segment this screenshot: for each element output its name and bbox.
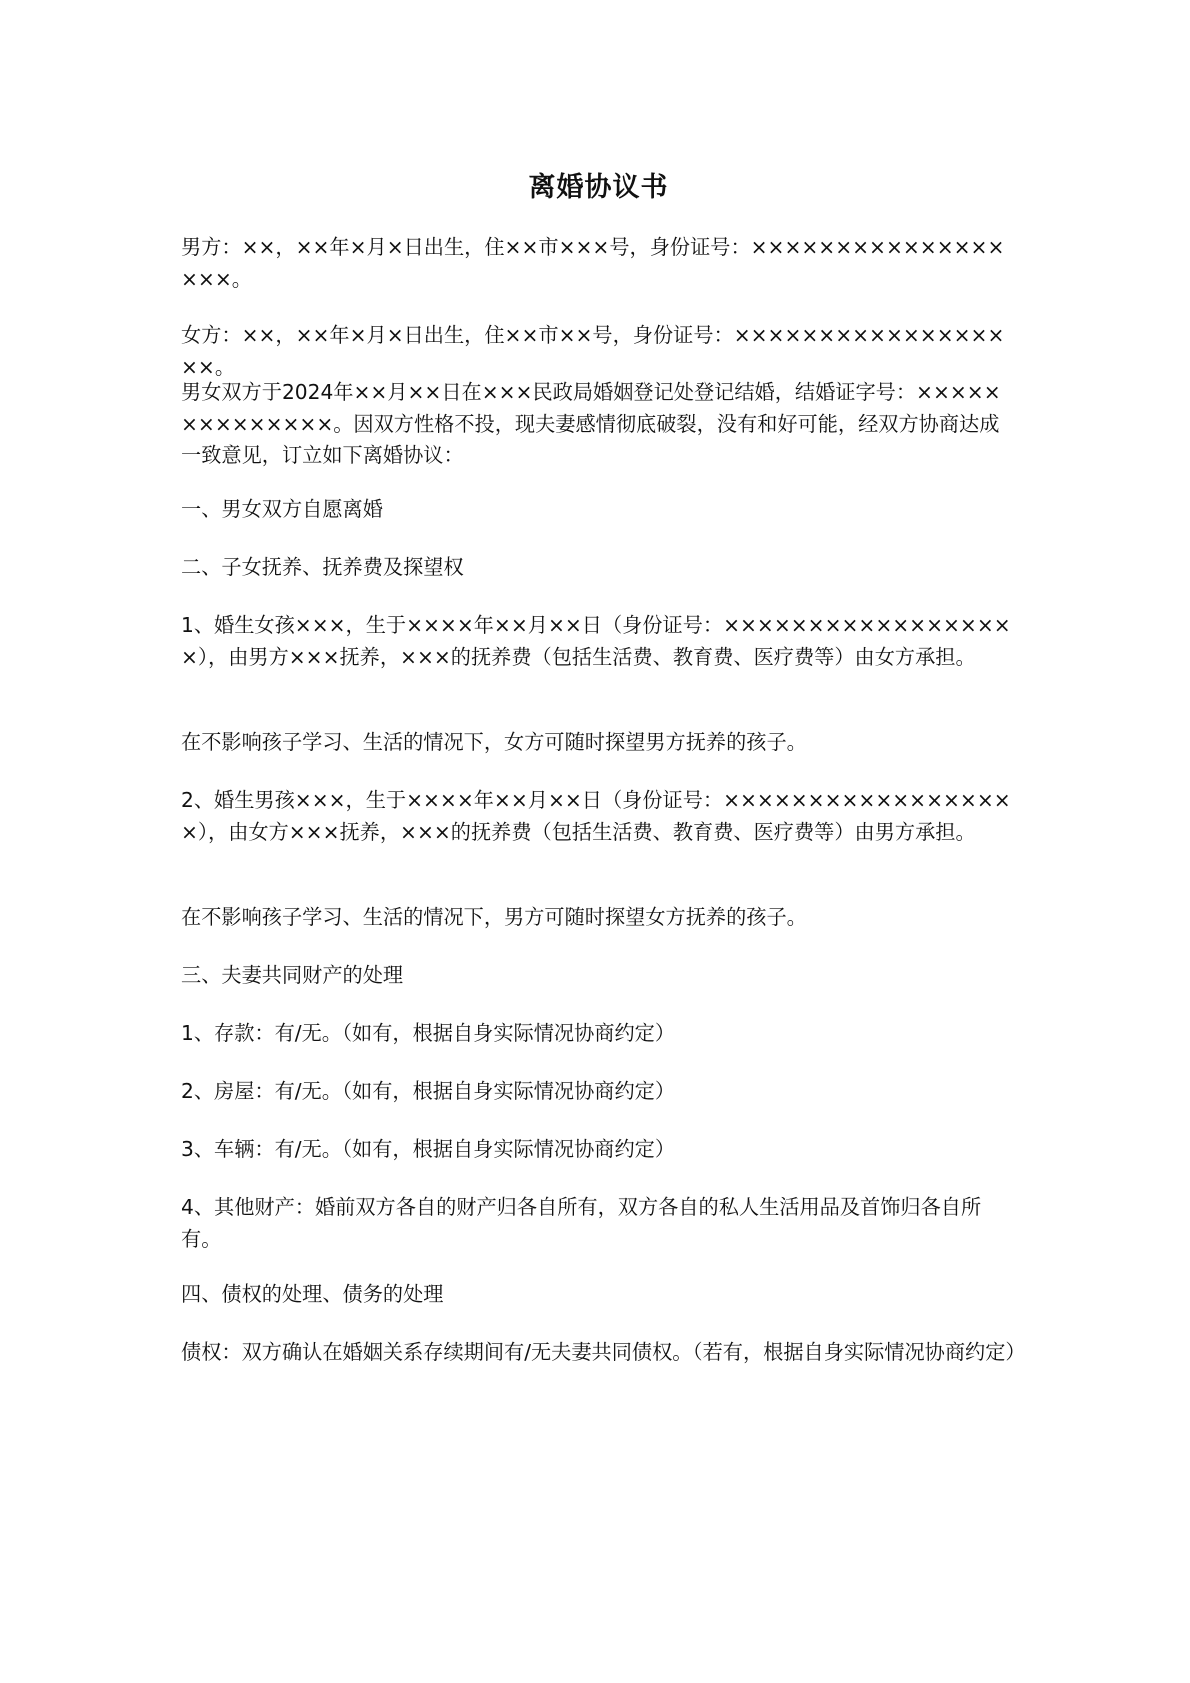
section-heading-joint-property: 三、夫妻共同财产的处理 bbox=[181, 963, 404, 987]
mother-visitation-paragraph: 在不影响孩子学习、生活的情况下，女方可随时探望男方抚养的孩子。 bbox=[181, 730, 807, 754]
property-vehicle-item: 3、车辆：有/无。（如有，根据自身实际情况协商约定） bbox=[181, 1137, 676, 1161]
document-title: 离婚协议书 bbox=[528, 172, 669, 203]
property-house-item: 2、房屋：有/无。（如有，根据自身实际情况协商约定） bbox=[181, 1079, 676, 1103]
wife-info-paragraph: 女方：××，××年×月×日出生，住××市××号，身份证号：××××××××××××××××××。 bbox=[181, 323, 1005, 379]
section-heading-child-custody: 二、子女抚养、抚养费及探望权 bbox=[181, 555, 464, 579]
section-heading-voluntary-divorce: 一、男女双方自愿离婚 bbox=[181, 497, 383, 521]
property-savings-item: 1、存款：有/无。（如有，根据自身实际情况协商约定） bbox=[181, 1021, 676, 1045]
husband-info-paragraph: 男方：××，××年×月×日出生，住××市×××号，身份证号：××××××××××××××××××。 bbox=[181, 235, 1005, 291]
property-other-item: 4、其他财产：婚前双方各自的财产归各自所有，双方各自的私人生活用品及首饰归各自所有。 bbox=[181, 1195, 982, 1251]
section-heading-debts: 四、债权的处理、债务的处理 bbox=[181, 1282, 444, 1306]
father-visitation-paragraph: 在不影响孩子学习、生活的情况下，男方可随时探望女方抚养的孩子。 bbox=[181, 905, 807, 929]
son-custody-paragraph: 2、婚生男孩×××，生于××××年××月××日（身份证号：××××××××××××××××××），由女方×××抚养，×××的抚养费（包括生活费、教育费、医疗费等）由男方承担。 bbox=[181, 788, 1011, 844]
marriage-registration-paragraph: 男女双方于2024年××月××日在×××民政局婚姻登记处登记结婚，结婚证字号：××××××××××××××。因双方性格不投，现夫妻感情彻底破裂，没有和好可能，经双方协商达成一致意见，订立如下离婚协议： bbox=[181, 380, 1001, 467]
creditor-rights-paragraph: 债权：双方确认在婚姻关系存续期间有/无夫妻共同债权。（若有，根据自身实际情况协商约定） bbox=[181, 1340, 1026, 1364]
daughter-custody-paragraph: 1、婚生女孩×××，生于××××年××月××日（身份证号：××××××××××××××××××），由男方×××抚养，×××的抚养费（包括生活费、教育费、医疗费等）由女方承担。 bbox=[181, 613, 1011, 669]
